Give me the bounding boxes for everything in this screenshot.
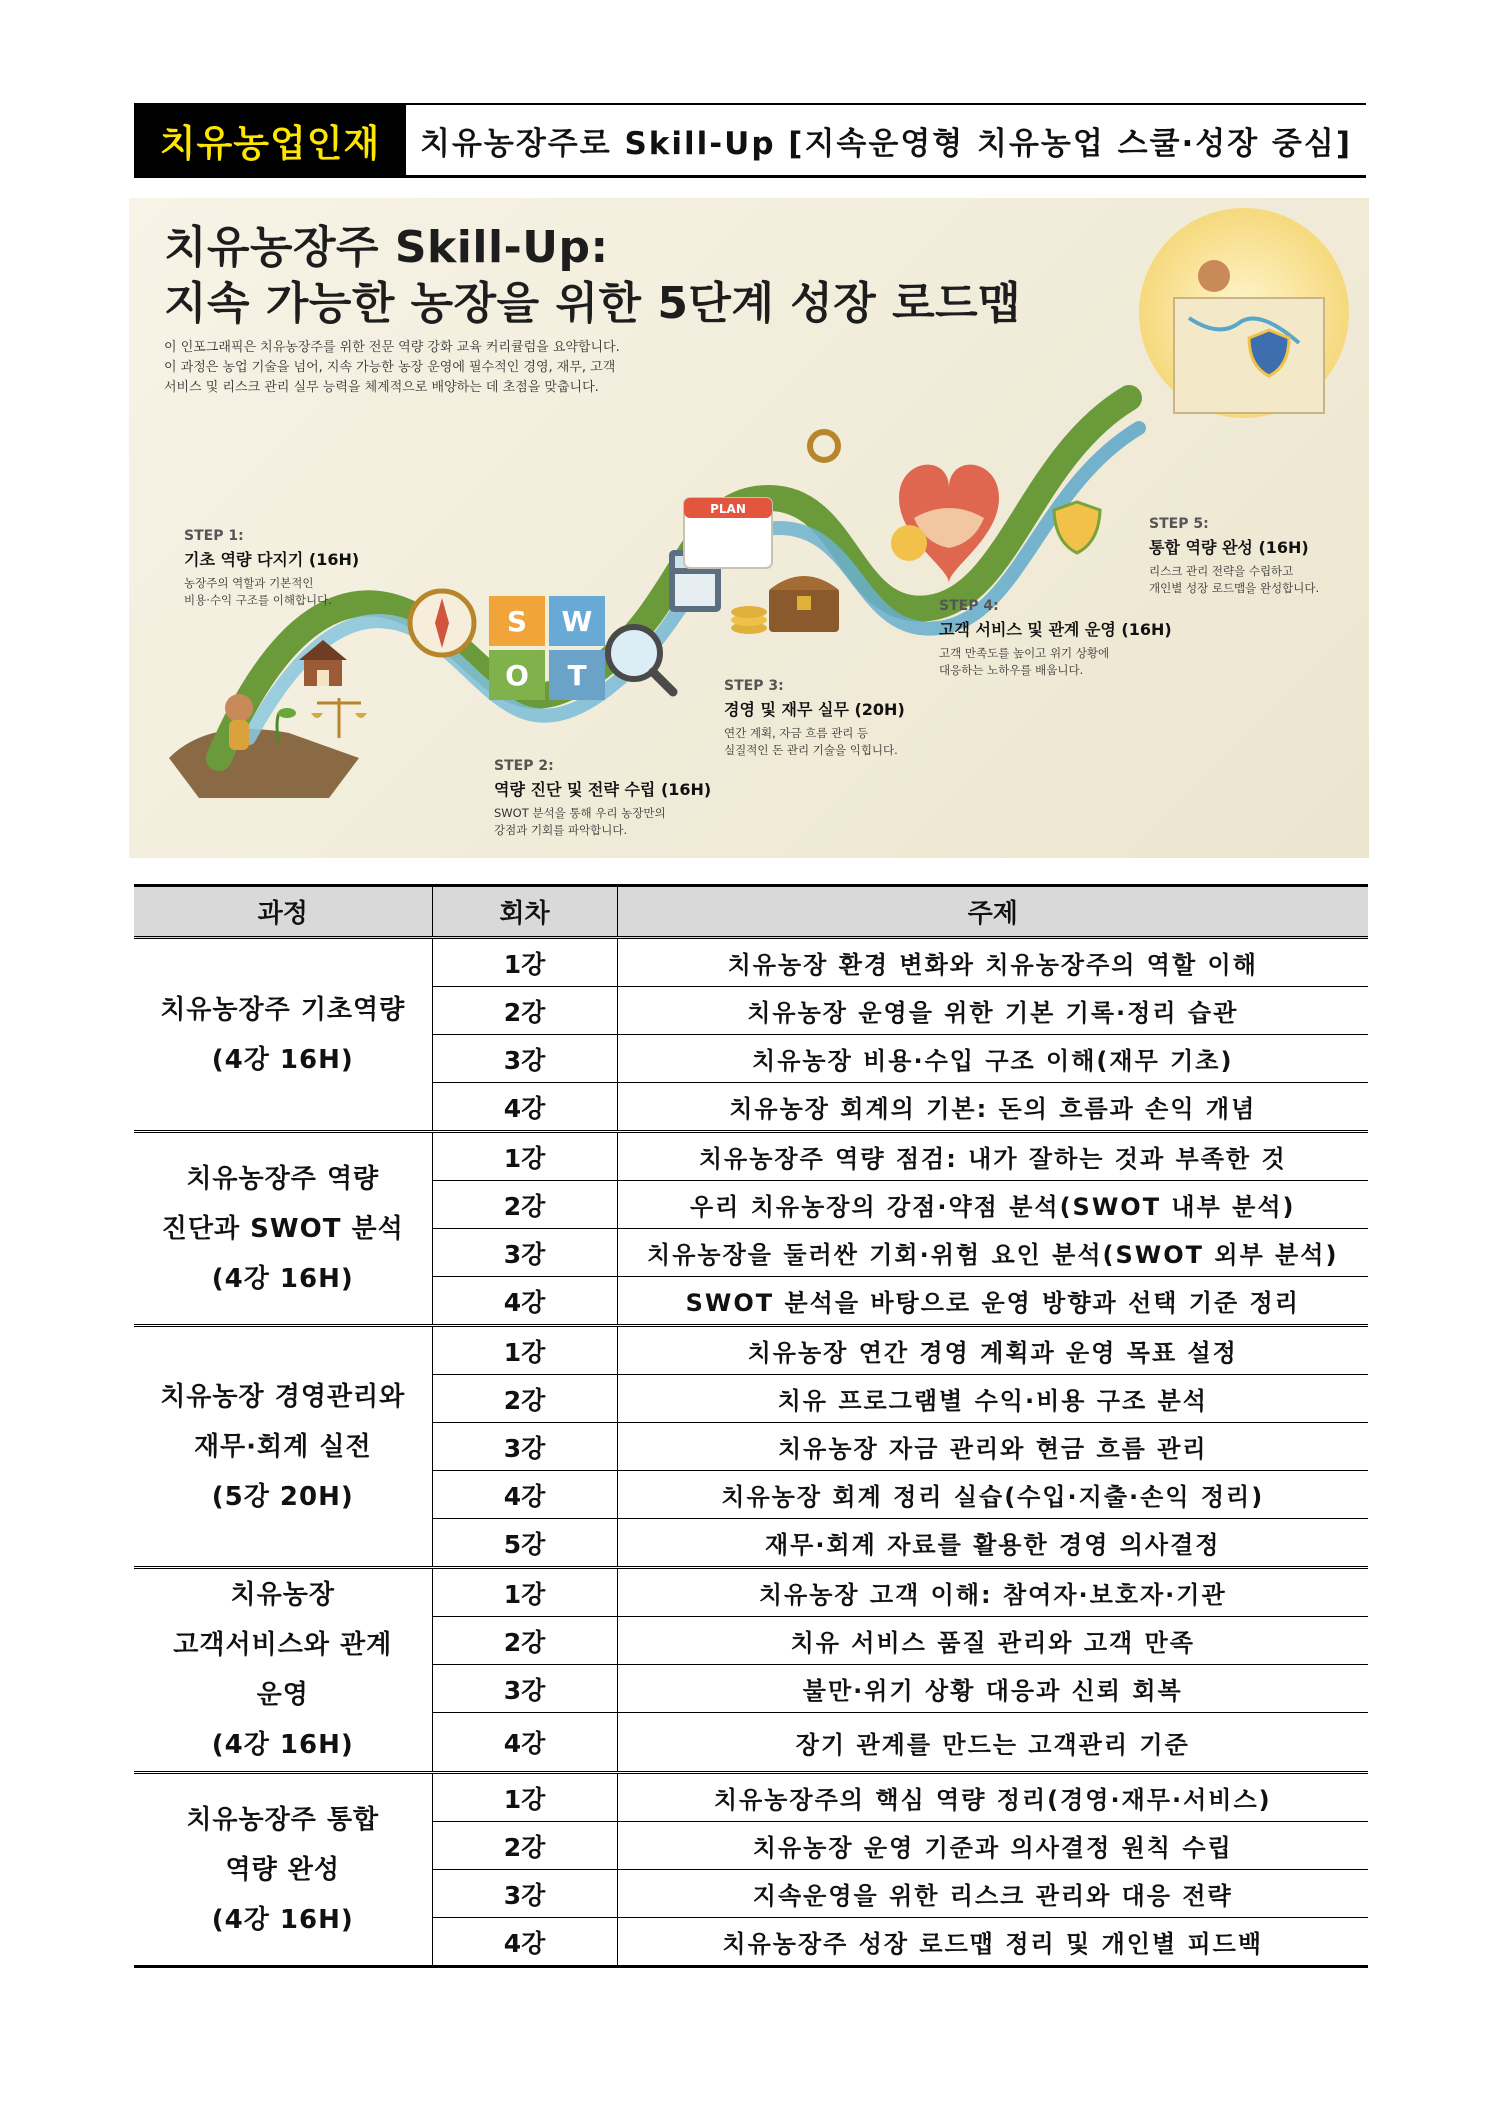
description-line: 서비스 및 리스크 관리 실무 능력을 체계적으로 배양하는 데 초점을 맞춥니다. bbox=[164, 380, 599, 395]
session-topic: 치유농장을 둘러싼 기회·위험 요인 분석(SWOT 외부 분석) bbox=[617, 1229, 1368, 1277]
session-topic: 치유 서비스 품질 관리와 고객 만족 bbox=[617, 1617, 1368, 1665]
step-description-line: 개인별 성장 로드맵을 완성합니다. bbox=[1149, 581, 1320, 595]
session-topic: 치유농장주 역량 점검: 내가 잘하는 것과 부족한 것 bbox=[617, 1132, 1368, 1181]
course-name-line: (5강 20H) bbox=[211, 1481, 354, 1512]
step-number: STEP 3: bbox=[724, 678, 784, 694]
document-header bbox=[134, 103, 1366, 178]
step-4 bbox=[939, 598, 1189, 679]
session-topic: 치유농장 고객 이해: 참여자·보호자·기관 bbox=[617, 1568, 1368, 1617]
step-description-line: 실질적인 돈 관리 기술을 익힙니다. bbox=[724, 743, 898, 757]
infographic-title-line-1: 치유농장주 Skill-Up: bbox=[164, 222, 609, 273]
map-icon bbox=[1174, 298, 1324, 413]
step-description bbox=[184, 575, 384, 609]
course-name bbox=[134, 1326, 432, 1568]
treasure-chest-icon bbox=[769, 576, 839, 632]
course-name-line: (4강 16H) bbox=[211, 1044, 354, 1075]
course-name bbox=[134, 1132, 432, 1326]
course-name bbox=[134, 938, 432, 1132]
session-topic: 장기 관계를 만드는 고객관리 기준 bbox=[617, 1713, 1368, 1773]
course-name-line: 치유농장 경영관리와 bbox=[160, 1381, 406, 1412]
table-row bbox=[134, 938, 1368, 987]
description-line: 이 인포그래픽은 치유농장주를 위한 전문 역량 강화 교육 커리큘럼을 요약합니다. bbox=[164, 340, 620, 355]
step-description-line: 리스크 관리 전략을 수립하고 bbox=[1149, 564, 1294, 578]
session-topic: 불만·위기 상황 대응과 신뢰 회복 bbox=[617, 1665, 1368, 1713]
session-number: 1강 bbox=[432, 1326, 617, 1375]
session-number: 3강 bbox=[432, 1870, 617, 1918]
step-description bbox=[494, 805, 734, 839]
swot-letter-s: S bbox=[506, 605, 528, 638]
session-topic: 치유농장 환경 변화와 치유농장주의 역할 이해 bbox=[617, 938, 1368, 987]
step-description-line: 비용·수익 구조를 이해합니다. bbox=[184, 593, 332, 607]
step-number: STEP 1: bbox=[184, 528, 244, 544]
step-name: 통합 역량 완성 (16H) bbox=[1149, 538, 1309, 557]
course-name-line: 운영 bbox=[256, 1680, 309, 1710]
step-description-line: 대응하는 노하우를 배웁니다. bbox=[939, 663, 1084, 677]
calendar-icon bbox=[684, 498, 772, 568]
step-description bbox=[939, 645, 1189, 679]
step-3 bbox=[724, 678, 964, 759]
session-number: 4강 bbox=[432, 1713, 617, 1773]
step-5 bbox=[1149, 516, 1359, 597]
step-description-line: 연간 계획, 자금 흐름 관리 등 bbox=[724, 726, 869, 740]
session-topic: 치유농장주의 핵심 역량 정리(경영·재무·서비스) bbox=[617, 1773, 1368, 1822]
session-topic: 치유농장 회계의 기본: 돈의 흐름과 손익 개념 bbox=[617, 1083, 1368, 1132]
roadmap-infographic bbox=[129, 198, 1369, 858]
session-topic: 치유농장 운영 기준과 의사결정 원칙 수립 bbox=[617, 1822, 1368, 1870]
step-description bbox=[724, 725, 964, 759]
session-topic: SWOT 분석을 바탕으로 운영 방향과 선택 기준 정리 bbox=[617, 1277, 1368, 1326]
course-name-line: (4강 16H) bbox=[211, 1904, 354, 1935]
session-topic: 치유농장 연간 경영 계획과 운영 목표 설정 bbox=[617, 1326, 1368, 1375]
session-topic: 치유농장 운영을 위한 기본 기록·정리 습관 bbox=[617, 987, 1368, 1035]
infographic-description bbox=[164, 338, 724, 398]
scale-icon bbox=[311, 698, 367, 738]
course-name-line: 재무·회계 실전 bbox=[193, 1431, 372, 1462]
session-topic: 지속운영을 위한 리스크 관리와 대응 전략 bbox=[617, 1870, 1368, 1918]
swot-letter-t: T bbox=[567, 659, 587, 692]
category-tag: 치유농업인재 bbox=[134, 105, 406, 175]
table-row bbox=[134, 1132, 1368, 1181]
step-description-line: SWOT 분석을 통해 우리 농장만의 bbox=[494, 806, 666, 820]
table-row bbox=[134, 1773, 1368, 1822]
session-topic: 치유 프로그램별 수익·비용 구조 분석 bbox=[617, 1375, 1368, 1423]
description-line: 이 과정은 농업 기술을 넘어, 지속 가능한 농장 운영에 필수적인 경영, 재무, 고객 bbox=[164, 360, 616, 375]
session-number: 4강 bbox=[432, 1471, 617, 1519]
session-number: 3강 bbox=[432, 1035, 617, 1083]
step-name: 고객 서비스 및 관계 운영 (16H) bbox=[939, 620, 1172, 639]
plan-label: PLAN bbox=[710, 502, 746, 516]
course-name-line: 치유농장주 기초역량 bbox=[160, 994, 406, 1025]
shield-icon bbox=[1054, 502, 1100, 553]
course-name-line: 진단과 SWOT 분석 bbox=[161, 1213, 404, 1244]
gear-icon bbox=[810, 432, 838, 460]
session-number: 1강 bbox=[432, 1568, 617, 1617]
document-title: 치유농장주로 Skill-Up [지속운영형 치유농업 스쿨·성장 중심] bbox=[420, 125, 1352, 162]
infographic-title-line-2: 지속 가능한 농장을 위한 5단계 성장 로드맵 bbox=[164, 278, 1022, 329]
swot-letter-w: W bbox=[561, 605, 593, 638]
course-name-line: 치유농장주 통합 bbox=[186, 1804, 380, 1835]
session-number: 4강 bbox=[432, 1083, 617, 1132]
session-number: 2강 bbox=[432, 1181, 617, 1229]
swot-letter-o: O bbox=[505, 659, 529, 692]
smile-icon bbox=[891, 525, 927, 561]
course-name-line: (4강 16H) bbox=[211, 1730, 354, 1760]
curriculum-table bbox=[134, 884, 1368, 1968]
farmer-icon bbox=[1198, 260, 1230, 292]
column-header-topic: 주제 bbox=[617, 886, 1368, 938]
step-description-line: 고객 만족도를 높이고 위기 상황에 bbox=[939, 646, 1110, 660]
session-number: 5강 bbox=[432, 1519, 617, 1568]
course-name-line: 치유농장 bbox=[230, 1580, 335, 1610]
session-topic: 치유농장 자금 관리와 현금 흐름 관리 bbox=[617, 1423, 1368, 1471]
session-number: 3강 bbox=[432, 1229, 617, 1277]
step-description-line: 강점과 기회를 파악합니다. bbox=[494, 823, 628, 837]
course-name-line: 고객서비스와 관계 bbox=[173, 1630, 393, 1660]
step-number: STEP 4: bbox=[939, 598, 999, 614]
session-number: 4강 bbox=[432, 1277, 617, 1326]
column-header-course: 과정 bbox=[134, 886, 432, 938]
course-name-line: 치유농장주 역량 bbox=[186, 1163, 380, 1194]
table-header-row bbox=[134, 886, 1368, 938]
session-number: 1강 bbox=[432, 938, 617, 987]
session-topic: 우리 치유농장의 강점·약점 분석(SWOT 내부 분석) bbox=[617, 1181, 1368, 1229]
table-row bbox=[134, 1568, 1368, 1617]
infographic-title bbox=[164, 220, 1021, 332]
coins-icon bbox=[731, 606, 767, 634]
table-row bbox=[134, 1326, 1368, 1375]
step-name: 기초 역량 다지기 (16H) bbox=[184, 550, 360, 569]
barn-icon bbox=[299, 640, 347, 686]
session-number: 3강 bbox=[432, 1423, 617, 1471]
step-description bbox=[1149, 563, 1359, 597]
compass-icon bbox=[410, 591, 474, 655]
session-topic: 치유농장주 성장 로드맵 정리 및 개인별 피드백 bbox=[617, 1918, 1368, 1967]
step-2 bbox=[494, 758, 734, 839]
course-name-line: (4강 16H) bbox=[211, 1263, 354, 1294]
course-name bbox=[134, 1773, 432, 1967]
course-name-line: 역량 완성 bbox=[225, 1854, 341, 1885]
step-1 bbox=[184, 528, 384, 609]
session-topic: 치유농장 비용·수입 구조 이해(재무 기초) bbox=[617, 1035, 1368, 1083]
session-number: 3강 bbox=[432, 1665, 617, 1713]
step-number: STEP 2: bbox=[494, 758, 554, 774]
session-number: 2강 bbox=[432, 987, 617, 1035]
session-number: 1강 bbox=[432, 1773, 617, 1822]
step-description-line: 농장주의 역할과 기본적인 bbox=[184, 576, 314, 590]
session-number: 1강 bbox=[432, 1132, 617, 1181]
session-number: 2강 bbox=[432, 1822, 617, 1870]
soil-ground bbox=[169, 729, 359, 798]
session-number: 2강 bbox=[432, 1375, 617, 1423]
session-topic: 치유농장 회계 정리 실습(수입·지출·손익 정리) bbox=[617, 1471, 1368, 1519]
session-topic: 재무·회계 자료를 활용한 경영 의사결정 bbox=[617, 1519, 1368, 1568]
session-number: 4강 bbox=[432, 1918, 617, 1967]
course-name bbox=[134, 1568, 432, 1773]
session-number: 2강 bbox=[432, 1617, 617, 1665]
column-header-session: 회차 bbox=[432, 886, 617, 938]
step-name: 경영 및 재무 실무 (20H) bbox=[724, 700, 905, 719]
step-number: STEP 5: bbox=[1149, 516, 1209, 532]
step-name: 역량 진단 및 전략 수립 (16H) bbox=[494, 780, 712, 799]
